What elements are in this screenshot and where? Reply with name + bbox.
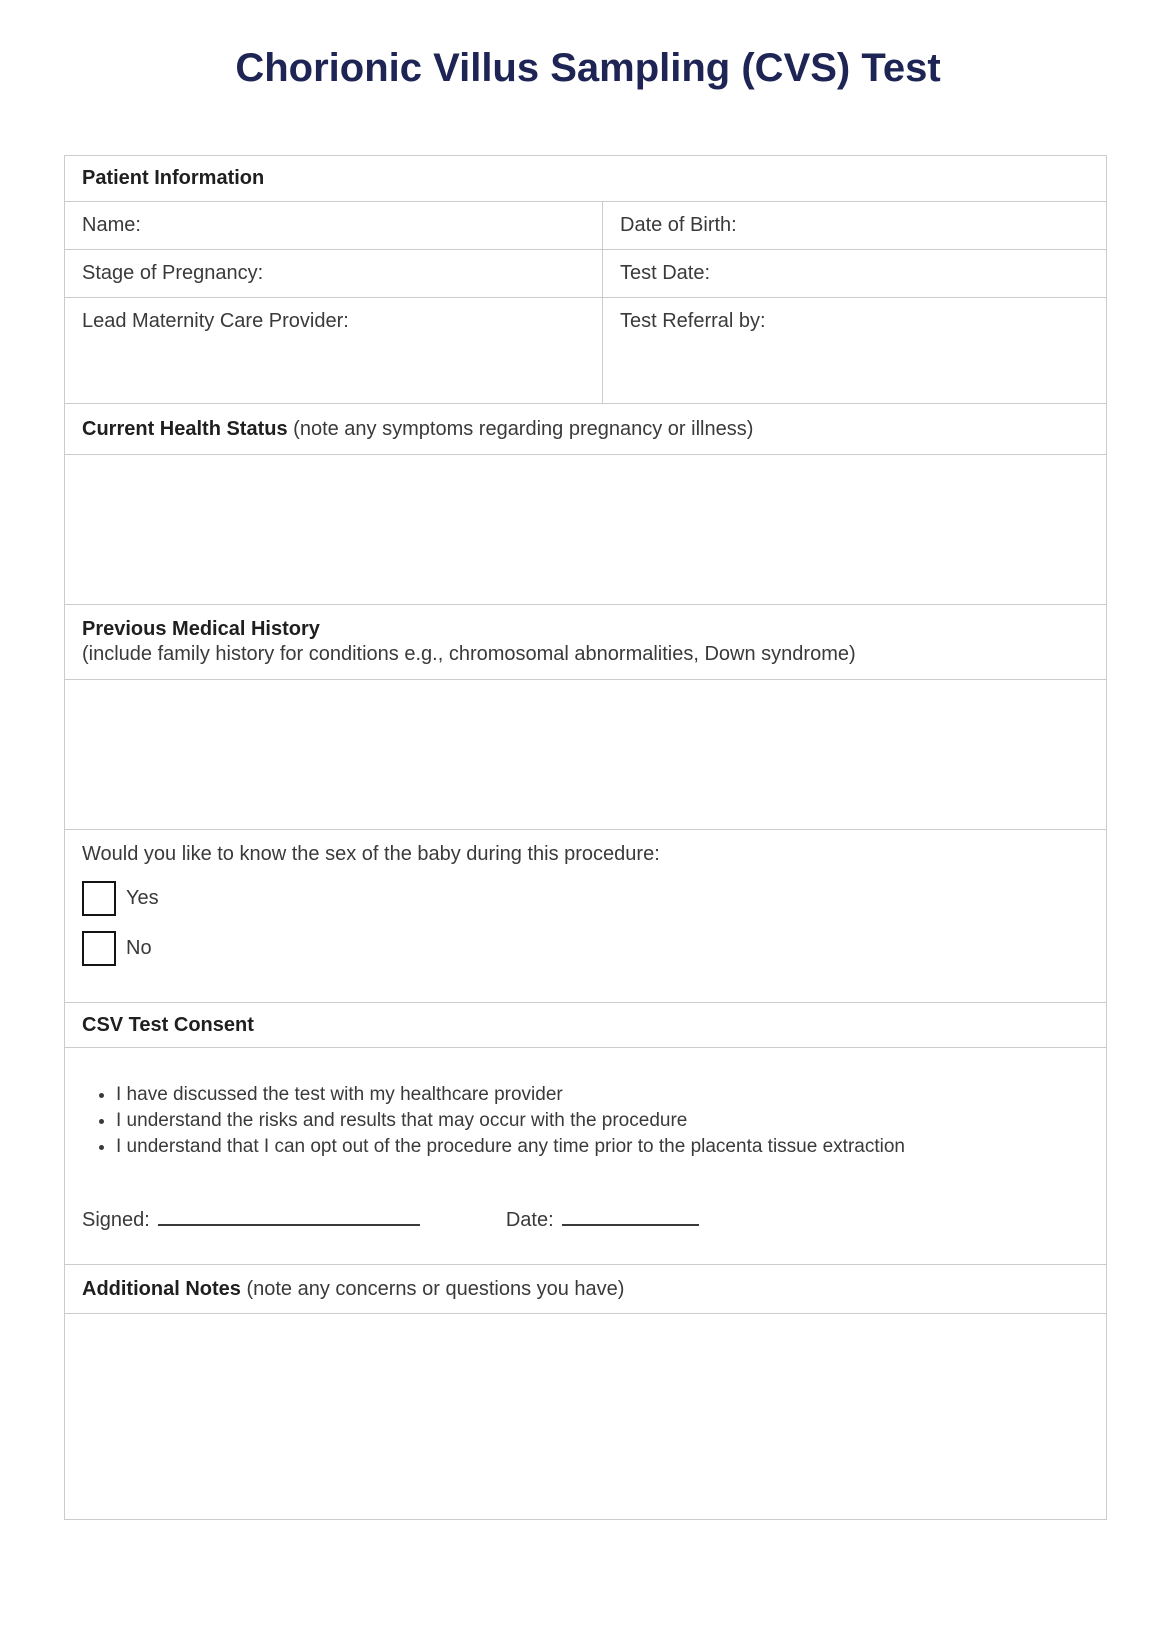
test-date-field-cell[interactable] bbox=[603, 250, 1106, 297]
lead-maternity-provider-label: Lead Maternity Care Provider: bbox=[82, 310, 349, 332]
patient-info-row-1 bbox=[65, 201, 1106, 249]
current-health-status-title: Current Health Status bbox=[82, 418, 288, 440]
test-date-label: Test Date: bbox=[620, 262, 711, 284]
current-health-status-header bbox=[65, 403, 1106, 454]
baby-sex-question-label: Would you like to know the sex of the baby during this procedure: bbox=[82, 843, 660, 865]
page-title: Chorionic Villus Sampling (CVS) Test bbox=[235, 46, 941, 90]
previous-medical-history-header bbox=[65, 604, 1106, 679]
date-line[interactable] bbox=[562, 1204, 699, 1226]
test-referral-label: Test Referral by: bbox=[620, 310, 766, 332]
additional-notes-input[interactable] bbox=[65, 1313, 1106, 1519]
additional-notes-header bbox=[65, 1264, 1106, 1313]
consent-bullet-list bbox=[82, 1082, 1089, 1160]
patient-info-header bbox=[65, 156, 1106, 201]
no-checkbox-label: No bbox=[126, 937, 152, 959]
previous-medical-history-note: (include family history for conditions e.g., chromosomal abnormalities, Down syndrome) bbox=[82, 643, 856, 665]
cvs-test-form bbox=[64, 155, 1107, 1520]
additional-notes-note: (note any concerns or questions you have) bbox=[246, 1278, 625, 1300]
current-health-status-input[interactable] bbox=[65, 454, 1106, 604]
patient-info-row-3 bbox=[65, 297, 1106, 403]
test-referral-field-cell[interactable] bbox=[603, 298, 1106, 403]
consent-body bbox=[65, 1047, 1106, 1264]
current-health-status-note: (note any symptoms regarding pregnancy or illness) bbox=[293, 418, 754, 440]
name-label: Name: bbox=[82, 214, 141, 236]
consent-header bbox=[65, 1002, 1106, 1047]
patient-info-header-label: Patient Information bbox=[82, 167, 265, 189]
date-of-birth-label: Date of Birth: bbox=[620, 214, 737, 236]
baby-sex-question-section bbox=[65, 829, 1106, 1002]
consent-bullet-3: • I understand that I can opt out of the procedure any time prior to the placenta tissue extraction bbox=[116, 1134, 1089, 1160]
stage-of-pregnancy-label: Stage of Pregnancy: bbox=[82, 262, 264, 284]
consent-bullet-1: • I have discussed the test with my healthcare provider bbox=[116, 1082, 1089, 1108]
yes-checkbox-label: Yes bbox=[126, 887, 159, 909]
consent-bullet-2: • I understand the risks and results that may occur with the procedure bbox=[116, 1108, 1089, 1134]
baby-sex-option-yes bbox=[82, 881, 1089, 916]
name-field-cell[interactable] bbox=[65, 202, 603, 249]
date-label: Date: bbox=[505, 1209, 554, 1231]
lead-maternity-provider-field-cell[interactable] bbox=[65, 298, 603, 403]
signature-line[interactable] bbox=[158, 1204, 420, 1226]
date-of-birth-field-cell[interactable] bbox=[603, 202, 1106, 249]
signature-row bbox=[82, 1204, 1089, 1232]
previous-medical-history-input[interactable] bbox=[65, 679, 1106, 829]
consent-header-label: CSV Test Consent bbox=[82, 1014, 254, 1036]
stage-of-pregnancy-field-cell[interactable] bbox=[65, 250, 603, 297]
signed-label: Signed: bbox=[82, 1209, 150, 1231]
baby-sex-option-no bbox=[82, 931, 1089, 966]
patient-info-row-2 bbox=[65, 249, 1106, 297]
previous-medical-history-title: Previous Medical History bbox=[82, 618, 320, 640]
yes-checkbox[interactable] bbox=[82, 881, 116, 916]
additional-notes-title: Additional Notes bbox=[82, 1278, 241, 1300]
no-checkbox[interactable] bbox=[82, 931, 116, 966]
